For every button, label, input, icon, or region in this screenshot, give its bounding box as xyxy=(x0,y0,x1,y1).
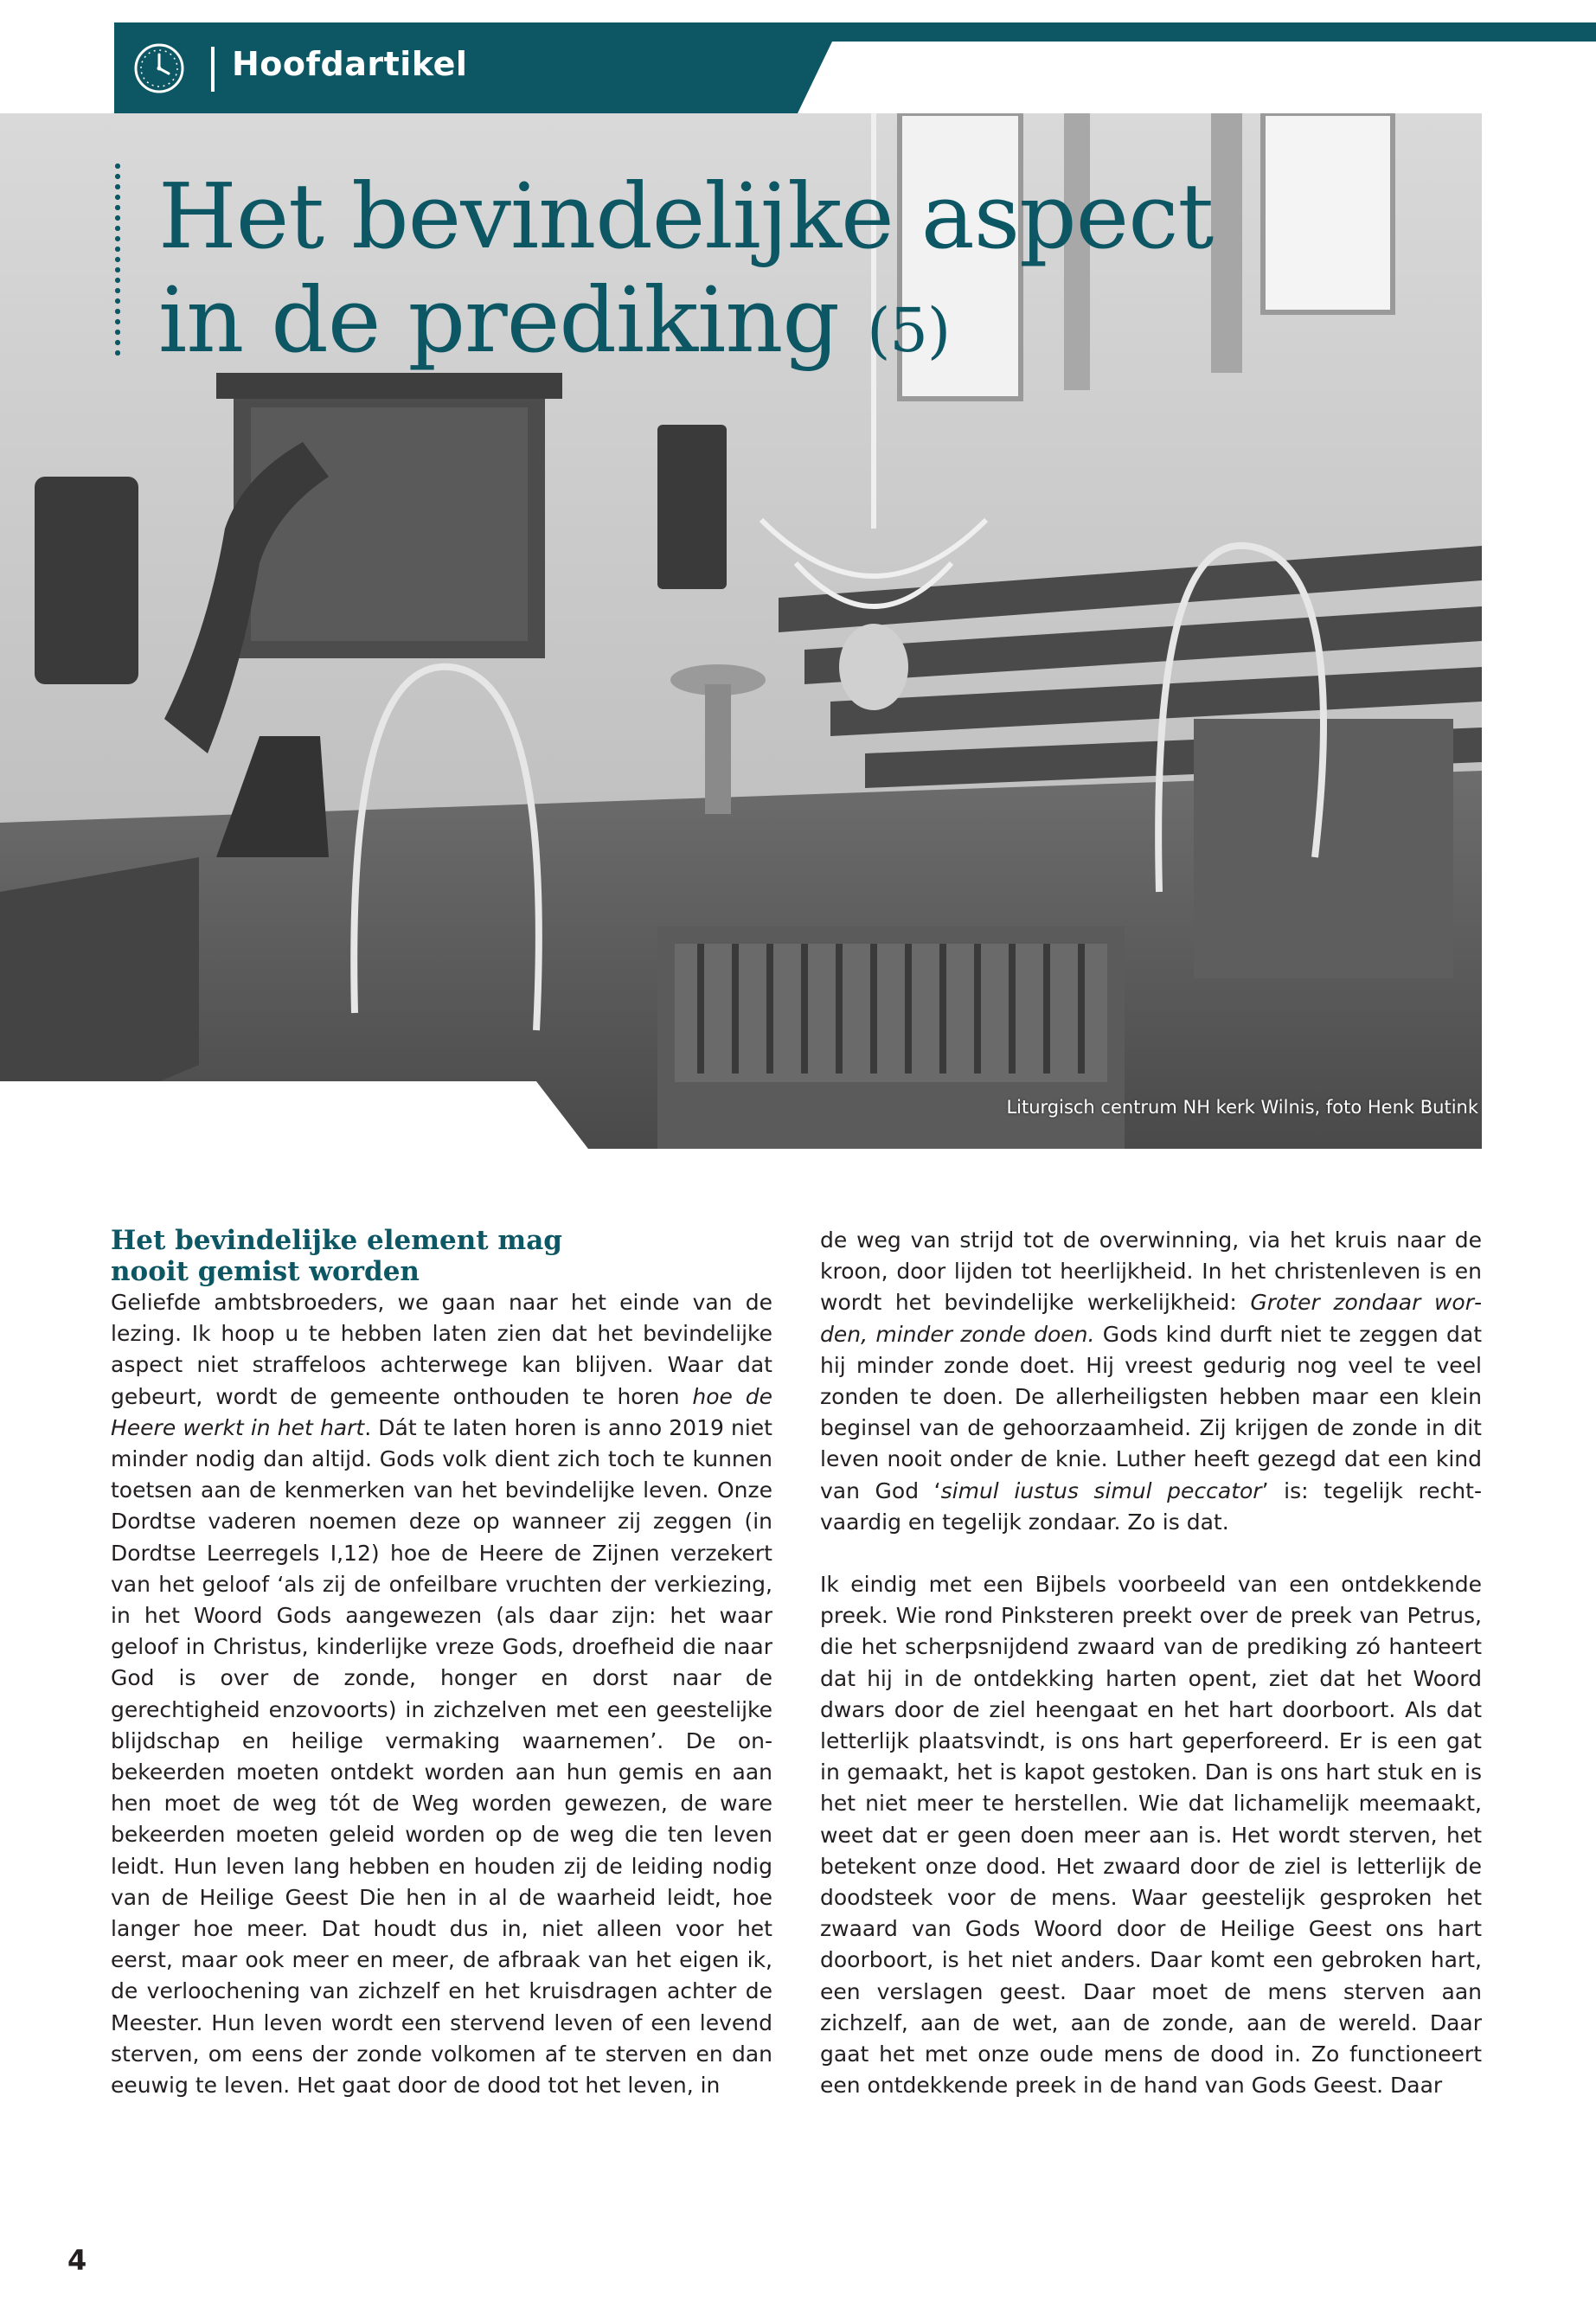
article-column-right xyxy=(820,1225,1482,2101)
paragraph: Geliefde ambtsbroeders, we gaan naar het einde van de lezing. Ik hoop u te hebben laten zien dat het bevindelijke aspect niet straffeloos achterwege kan blijven. Waar dat gebeurt, wordt de gemeente onthouden te horen hoe de Heere werkt in het hart. Dát te laten horen is anno 2019 niet minder nodig dan altijd. Gods volk dient zich toch te kunnen toetsen aan de kenmerken van het bevindelijke leven. Onze Dordtse vaderen noemen deze op wanneer zij zeggen (in Dordtse Leerregels I,12) hoe de Heere de Zijnen verzekert van het geloof ‘als zij de onfeilbare vruchten der verkiezing, in het Woord Gods aangewezen (als daar zijn: het waar geloof in Christus, kinderlijke vreze Gods, droefheid die naar God is over de zonde, honger en dorst naar de gerechtigheid enzovoorts) in zichzelven met een geestelijke blijdschap en heilige vermaking waarnemen’. De onbekeerden moeten ontdekt worden aan hun gemis en aan hen moet de weg tót de Weg worden gewezen, de ware bekeerden moeten geleid worden op de weg die ten leven leidt. Hun leven lang hebben en houden zij de leiding nodig van de Heilige Geest Die hen in al de waarheid leidt, hoe langer hoe meer. Dat houdt dus in, niet alleen voor het eerst, maar ook meer en meer, de afbraak van het eigen ik, de verloochening van zichzelf en het kruisdragen achter de Meester. Hun leven wordt een stervend leven of een levend sterven, om eens der zonde volkomen af te sterven en dan eeuwig te leven. Het gaat door de dood tot het leven, in xyxy=(111,1290,772,2099)
page-number: 4 xyxy=(67,2244,87,2277)
title-line-1: Het bevindelijke aspect xyxy=(158,163,1214,269)
dotted-divider xyxy=(114,161,121,356)
photo-caption: Liturgisch centrum NH kerk Wilnis, foto Henk Butink xyxy=(1006,1097,1478,1118)
paragraph: de weg van strijd tot de overwinning, via het kruis naar de kroon, door lijden tot heerlijkheid. In het christenleven is en wordt het bevindelijke werkelijkheid: Groter zondaar worden, minder zonde doen. Gods kind durft niet te zeggen dat hij minder zonde doet. Hij vreest gedurig nog veel te veel zonden te doen. De allerheiligsten hebben maar een klein beginsel van de gehoorzaamheid. Zij krijgen de zonde in dit leven nooit onder de knie. Luther heeft gezegd dat een kind van God ‘simul iustus simul peccator’ is: tegelijk rechtvaardig en tegelijk zondaar. Zo is dat. xyxy=(820,1227,1483,1535)
title-number: (5) xyxy=(867,295,951,366)
clock-icon xyxy=(131,41,187,96)
article-title xyxy=(158,164,1283,382)
article-column-left xyxy=(111,1225,772,2101)
section-subheading: Het bevindelijke element mag nooit gemist worden xyxy=(111,1225,562,1287)
section-label: Hoofdartikel xyxy=(232,45,468,83)
title-line-2: in de prediking xyxy=(158,267,839,373)
header-separator xyxy=(211,47,215,92)
paragraph: Ik eindig met een Bijbels voorbeeld van een ontdekkende preek. Wie rond Pinksteren preekt over de preek van Petrus, die het scherpsnijdend zwaard van de prediking zó hanteert dat hij in de ontdekking harten opent, ziet dat het Woord dwars door de ziel heengaat en het hart doorboort. Als dat letterlijk plaatsvindt, is ons hart geperforeerd. Er is een gat in gemaakt, het is kapot gestoken. Dan is ons hart stuk en is het niet meer te herstellen. Wie dat lichamelijk meemaakt, weet dat er geen doen meer aan is. Het wordt sterven, het betekent onze dood. Het zwaard door de ziel is letterlijk de doodsteek voor de mens. Waar geestelijk gesproken het zwaard van Gods Woord door de Heilige Geest ons hart doorboort, is het niet anders. Daar komt een gebroken hart, een verslagen geest. Daar moet de mens sterven aan zichzelf, aan de wet, aan de zonde, aan de wereld. Daar gaat het met onze oude mens de dood in. Zo functioneert een ontdekkende preek in de hand van Gods Geest. Daar xyxy=(820,1572,1482,2099)
